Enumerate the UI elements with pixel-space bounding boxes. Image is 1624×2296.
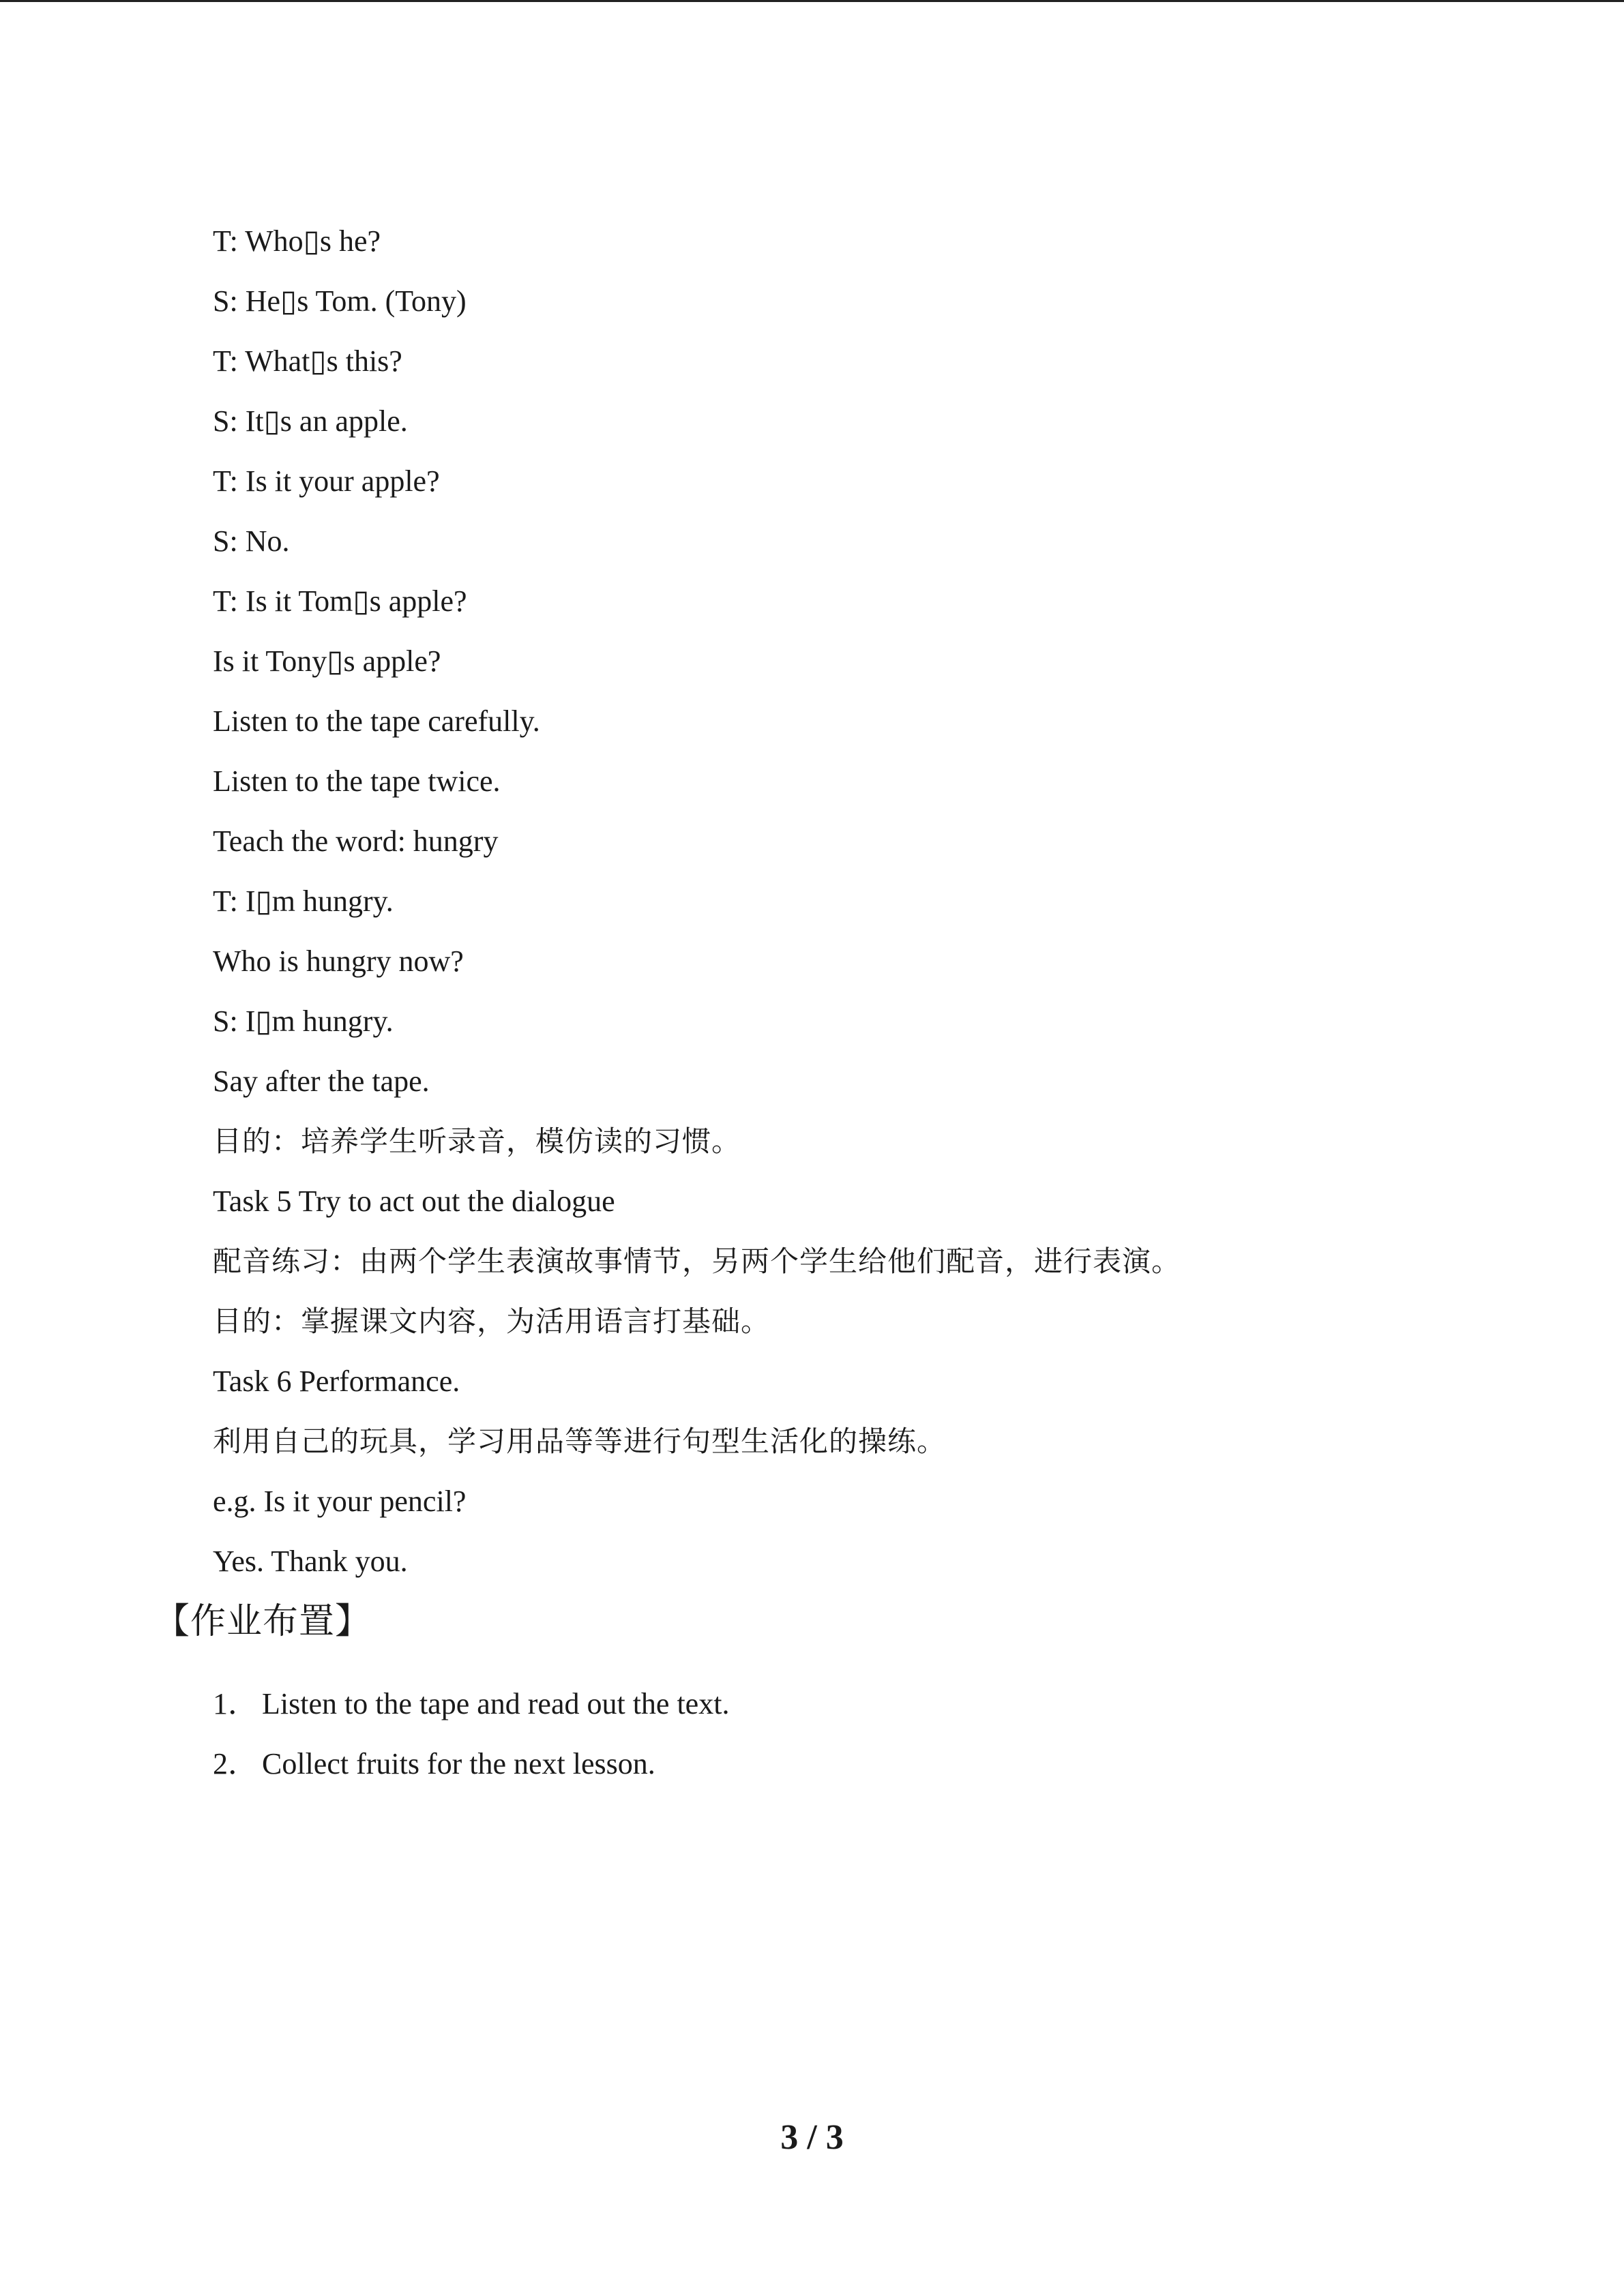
- text-line: T: I▯m hungry.: [213, 884, 394, 918]
- text-line: S: No.: [213, 524, 290, 558]
- text-line: T: Is it your apple?: [213, 464, 440, 498]
- homework-heading: 【作业布置】: [154, 1601, 372, 1642]
- text-line: Is it Tony▯s apple?: [213, 644, 441, 678]
- text-line: T: Is it Tom▯s apple?: [213, 584, 467, 618]
- text-line: e.g. Is it your pencil?: [213, 1485, 467, 1518]
- dubbing-practice-note: 配音练习：由两个学生表演故事情节，另两个学生给他们配音，进行表演。: [213, 1244, 1181, 1278]
- text-line: Listen to the tape twice.: [213, 764, 501, 798]
- text-line: T: What▯s this?: [213, 344, 402, 378]
- practice-note: 利用自己的玩具，学习用品等等进行句型生活化的操练。: [213, 1425, 947, 1458]
- homework-item: [213, 1734, 1441, 1794]
- text-line: S: He▯s Tom. (Tony): [213, 284, 467, 318]
- homework-item-text: Collect fruits for the next lesson.: [262, 1747, 655, 1780]
- homework-list: [213, 1674, 1441, 1794]
- homework-item: [213, 1674, 1441, 1734]
- purpose-note: 目的：培养学生听录音，模仿读的习惯。: [213, 1124, 741, 1158]
- text-line: T: Who▯s he?: [213, 224, 381, 258]
- text-line: Who is hungry now?: [213, 944, 464, 978]
- text-line: Teach the word: hungry: [213, 824, 499, 858]
- text-line: S: I▯m hungry.: [213, 1004, 394, 1038]
- page-top-border: [0, 0, 1624, 2]
- purpose-note: 目的：掌握课文内容，为活用语言打基础。: [213, 1304, 771, 1338]
- homework-item-number: 1．: [213, 1687, 258, 1720]
- task-heading: Task 5 Try to act out the dialogue: [213, 1184, 615, 1218]
- homework-item-text: Listen to the tape and read out the text.: [262, 1687, 730, 1720]
- text-line: Listen to the tape carefully.: [213, 704, 540, 738]
- homework-item-number: 2．: [213, 1747, 258, 1780]
- task-heading: Task 6 Performance.: [213, 1365, 460, 1398]
- text-line: Say after the tape.: [213, 1064, 430, 1098]
- lesson-body: [213, 211, 1441, 1592]
- text-line: S: It▯s an apple.: [213, 404, 408, 438]
- page-number: 3 / 3: [780, 2118, 844, 2157]
- text-line: Yes. Thank you.: [213, 1545, 408, 1578]
